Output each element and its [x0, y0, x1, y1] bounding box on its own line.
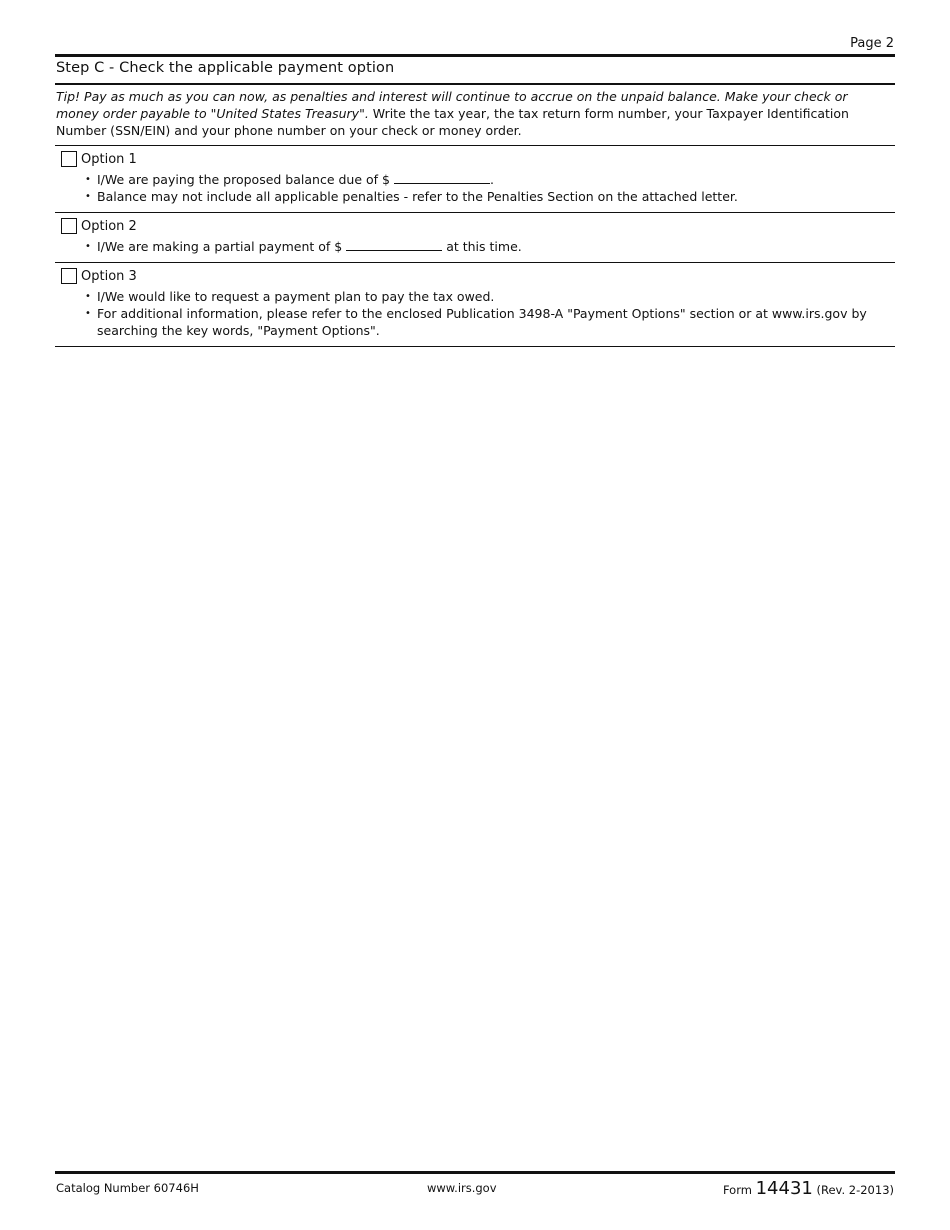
top-rule — [55, 54, 895, 57]
option-3-bullet-1: • I/We would like to request a payment plan to pay the tax owed. — [85, 288, 895, 305]
option-1-label: Option 1 — [81, 151, 137, 167]
form-revision: (Rev. 2-2013) — [816, 1183, 894, 1197]
step-title-rule — [55, 83, 895, 85]
option-1-bullet-2: • Balance may not include all applicable penalties - refer to the Penalties Section on the attached letter. — [85, 188, 895, 205]
option-3-bullets — [85, 288, 895, 339]
option-2-rule — [55, 262, 895, 263]
page-label: Page 2 — [850, 36, 894, 51]
option-2-header — [55, 217, 895, 235]
option-1-checkbox[interactable] — [61, 151, 77, 167]
option-2-bullets — [85, 238, 895, 255]
step-title: Step C - Check the applicable payment option — [56, 60, 395, 76]
tip-italic: Tip! Pay as much as you can now, as penalties and interest will continue to accrue on the unpaid balance. Make your check or money order payable to "United States Treasury". — [56, 89, 848, 121]
option-2-label: Option 2 — [81, 218, 137, 234]
option-1-bullet-1 — [85, 171, 895, 188]
option-1-header — [55, 150, 895, 168]
option-1-bullet-1-text: I/We are paying the proposed balance due of $ — [97, 172, 390, 187]
option-3-checkbox[interactable] — [61, 268, 77, 284]
option-3-bullet-2: • For additional information, please refer to the enclosed Publication 3498-A "Payment Options" section or at www.irs.gov by searching the key words, "Payment Options". — [85, 305, 895, 339]
option-2-checkbox[interactable] — [61, 218, 77, 234]
footer-rule — [55, 1171, 895, 1174]
option-3-header — [55, 267, 895, 285]
form-prefix: Form — [722, 1183, 752, 1197]
option-1-bullet-1-end: . — [489, 172, 494, 187]
catalog-number: Catalog Number 60746H — [56, 1181, 199, 1195]
option-2-bullet-1-end: at this time. — [446, 239, 522, 254]
option-3-rule — [55, 346, 895, 347]
form-number: 14431 — [755, 1178, 813, 1199]
option-2-bullet-1-text: I/We are making a partial payment of $ — [97, 239, 343, 254]
proposed-balance-field[interactable] — [394, 171, 490, 184]
tip-normal: Write the tax year, the tax return form number, your Taxpayer Identification Number (SSN/EIN) and your phone number on your check or money order. — [56, 106, 849, 138]
option-3-label: Option 3 — [81, 268, 137, 284]
website-link[interactable]: www.irs.gov — [427, 1181, 497, 1195]
option-1 — [55, 150, 895, 205]
option-1-rule — [55, 212, 895, 213]
tip-text — [56, 88, 892, 139]
footer — [56, 1178, 894, 1200]
option-3 — [55, 267, 895, 339]
option-2 — [55, 217, 895, 255]
partial-payment-field[interactable] — [346, 238, 442, 251]
tip-rule — [55, 145, 895, 146]
option-2-bullet-1 — [85, 238, 895, 255]
option-1-bullets — [85, 171, 895, 205]
form-identifier — [723, 1178, 894, 1199]
